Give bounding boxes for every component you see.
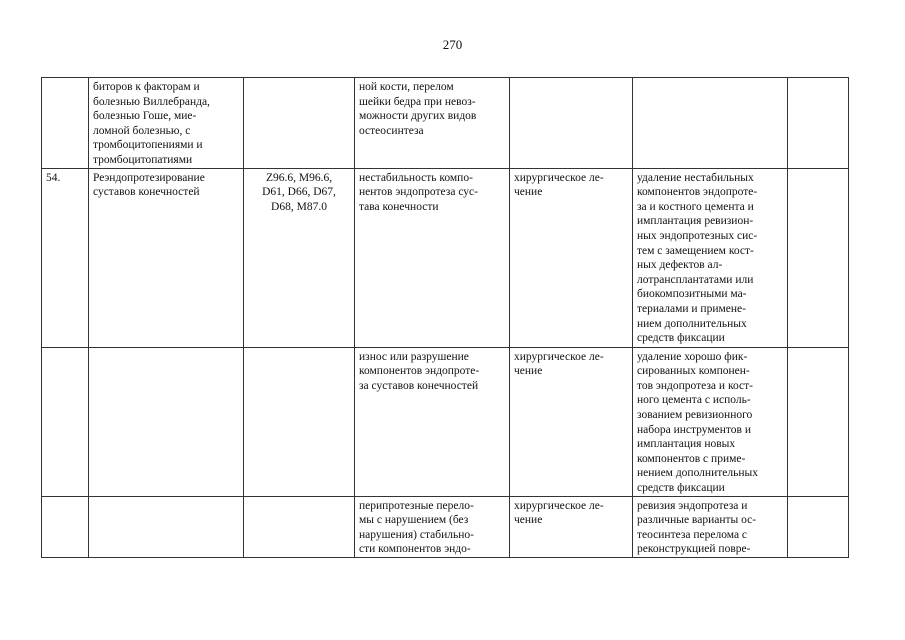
cell-line: остеосинтеза — [359, 124, 424, 137]
cell-number — [42, 168, 89, 347]
cell-treatment-type — [510, 347, 633, 496]
cell-line: имплантация ревизион- — [637, 215, 754, 228]
cell-line: лотрансплантатами или — [637, 273, 754, 286]
cell-icd-codes — [244, 496, 355, 557]
table-row — [42, 496, 849, 557]
cell-line: хирургическое ле- — [514, 350, 604, 363]
cell-line: зованием ревизионного — [637, 408, 753, 421]
cell-line: износ или разрушение — [359, 350, 469, 363]
cell-patient-model — [355, 168, 510, 347]
cell-line: нентов эндопротеза сус- — [359, 186, 478, 199]
cell-line: мы с нарушением (без — [359, 514, 469, 527]
cell-line: болезнью Виллебранда, — [93, 95, 210, 108]
cell-line: нарушения) стабильно- — [359, 528, 474, 541]
cell-line: нестабильность компо- — [359, 171, 473, 184]
cell-treatment-method — [633, 168, 788, 347]
cell-line: тем с замещением кост- — [637, 244, 754, 257]
cell-number — [42, 496, 89, 557]
cell-line: 54. — [46, 171, 61, 184]
cell-treatment-method — [633, 347, 788, 496]
cell-line: перипротезные перело- — [359, 499, 474, 512]
cell-line: ных эндопротезных сис- — [637, 229, 758, 242]
cell-line: компонентов эндопроте- — [359, 365, 480, 378]
cell-line: сированных компонен- — [637, 365, 750, 378]
cell-number — [42, 78, 89, 169]
cell-line: ревизия эндопротеза и — [637, 499, 748, 512]
cell-line: ломной болезнью, с — [93, 124, 191, 137]
cell-line: Z96.6, M96.6, — [265, 171, 333, 184]
cell-patient-model — [355, 496, 510, 557]
medical-care-table — [41, 77, 849, 558]
cell-treatment-method — [633, 78, 788, 169]
cell-line: можности других видов — [359, 110, 477, 123]
cell-line: за и костного цемента и — [637, 200, 754, 213]
cell-line: териалами и примене- — [637, 302, 746, 315]
cell-icd-codes — [244, 347, 355, 496]
cell-treatment-type — [510, 168, 633, 347]
cell-extra — [788, 168, 849, 347]
cell-care-name — [89, 78, 244, 169]
cell-line: за суставов конечностей — [359, 379, 479, 392]
cell-line: D61, D66, D67, — [262, 186, 336, 199]
cell-care-name — [89, 496, 244, 557]
cell-patient-model — [355, 347, 510, 496]
cell-line: средств фиксации — [637, 481, 725, 494]
cell-line: компонентов с приме- — [637, 452, 746, 465]
cell-line: реконструкцией повре- — [637, 543, 751, 556]
cell-care-name — [89, 347, 244, 496]
cell-treatment-type — [510, 496, 633, 557]
cell-extra — [788, 496, 849, 557]
cell-line: компонентов эндопроте- — [637, 186, 758, 199]
cell-line: чение — [514, 365, 543, 378]
cell-line: нием дополнительных — [637, 317, 747, 330]
cell-number — [42, 347, 89, 496]
cell-treatment-method — [633, 496, 788, 557]
cell-line: ной кости, перелом — [359, 81, 454, 93]
cell-line: биокомпозитными ма- — [637, 288, 747, 301]
cell-line: различные варианты ос- — [637, 514, 757, 527]
cell-line: сти компонентов эндо- — [359, 543, 471, 556]
cell-patient-model — [355, 78, 510, 169]
cell-line: шейки бедра при невоз- — [359, 95, 476, 108]
cell-extra — [788, 78, 849, 169]
cell-line: удаление нестабильных — [637, 171, 754, 184]
cell-line: чение — [514, 514, 543, 527]
cell-line: удаление хорошо фик- — [637, 350, 748, 363]
cell-extra — [788, 347, 849, 496]
table-row — [42, 168, 849, 347]
cell-line: набора инструментов и — [637, 423, 751, 436]
cell-line: D68, M87.0 — [271, 200, 327, 213]
cell-line: ных дефектов ал- — [637, 259, 723, 272]
cell-care-name — [89, 168, 244, 347]
cell-line: чение — [514, 186, 543, 199]
cell-line: хирургическое ле- — [514, 499, 604, 512]
page-number: 270 — [442, 37, 463, 52]
cell-line: тромбоцитопатиями — [93, 153, 193, 166]
cell-line: средств фиксации — [637, 332, 725, 345]
cell-line: имплантация новых — [637, 438, 736, 451]
cell-line: тов эндопротеза и кост- — [637, 379, 753, 392]
cell-line: суставов конечностей — [93, 186, 200, 199]
cell-line: биторов к факторам и — [93, 81, 200, 93]
cell-icd-codes — [244, 168, 355, 347]
cell-line: теосинтеза перелома с — [637, 528, 748, 541]
cell-line: Реэндопротезирование — [93, 171, 205, 184]
cell-treatment-type — [510, 78, 633, 169]
cell-line: болезнью Гоше, мие- — [93, 110, 197, 123]
table-row — [42, 78, 849, 169]
cell-icd-codes — [244, 78, 355, 169]
cell-line: тромбоцитопениями и — [93, 139, 203, 152]
cell-line: тава конечности — [359, 200, 439, 213]
cell-line: ного цемента с исполь- — [637, 394, 751, 407]
cell-line: нением дополнительных — [637, 467, 758, 480]
table-row — [42, 347, 849, 496]
cell-line: хирургическое ле- — [514, 171, 604, 184]
